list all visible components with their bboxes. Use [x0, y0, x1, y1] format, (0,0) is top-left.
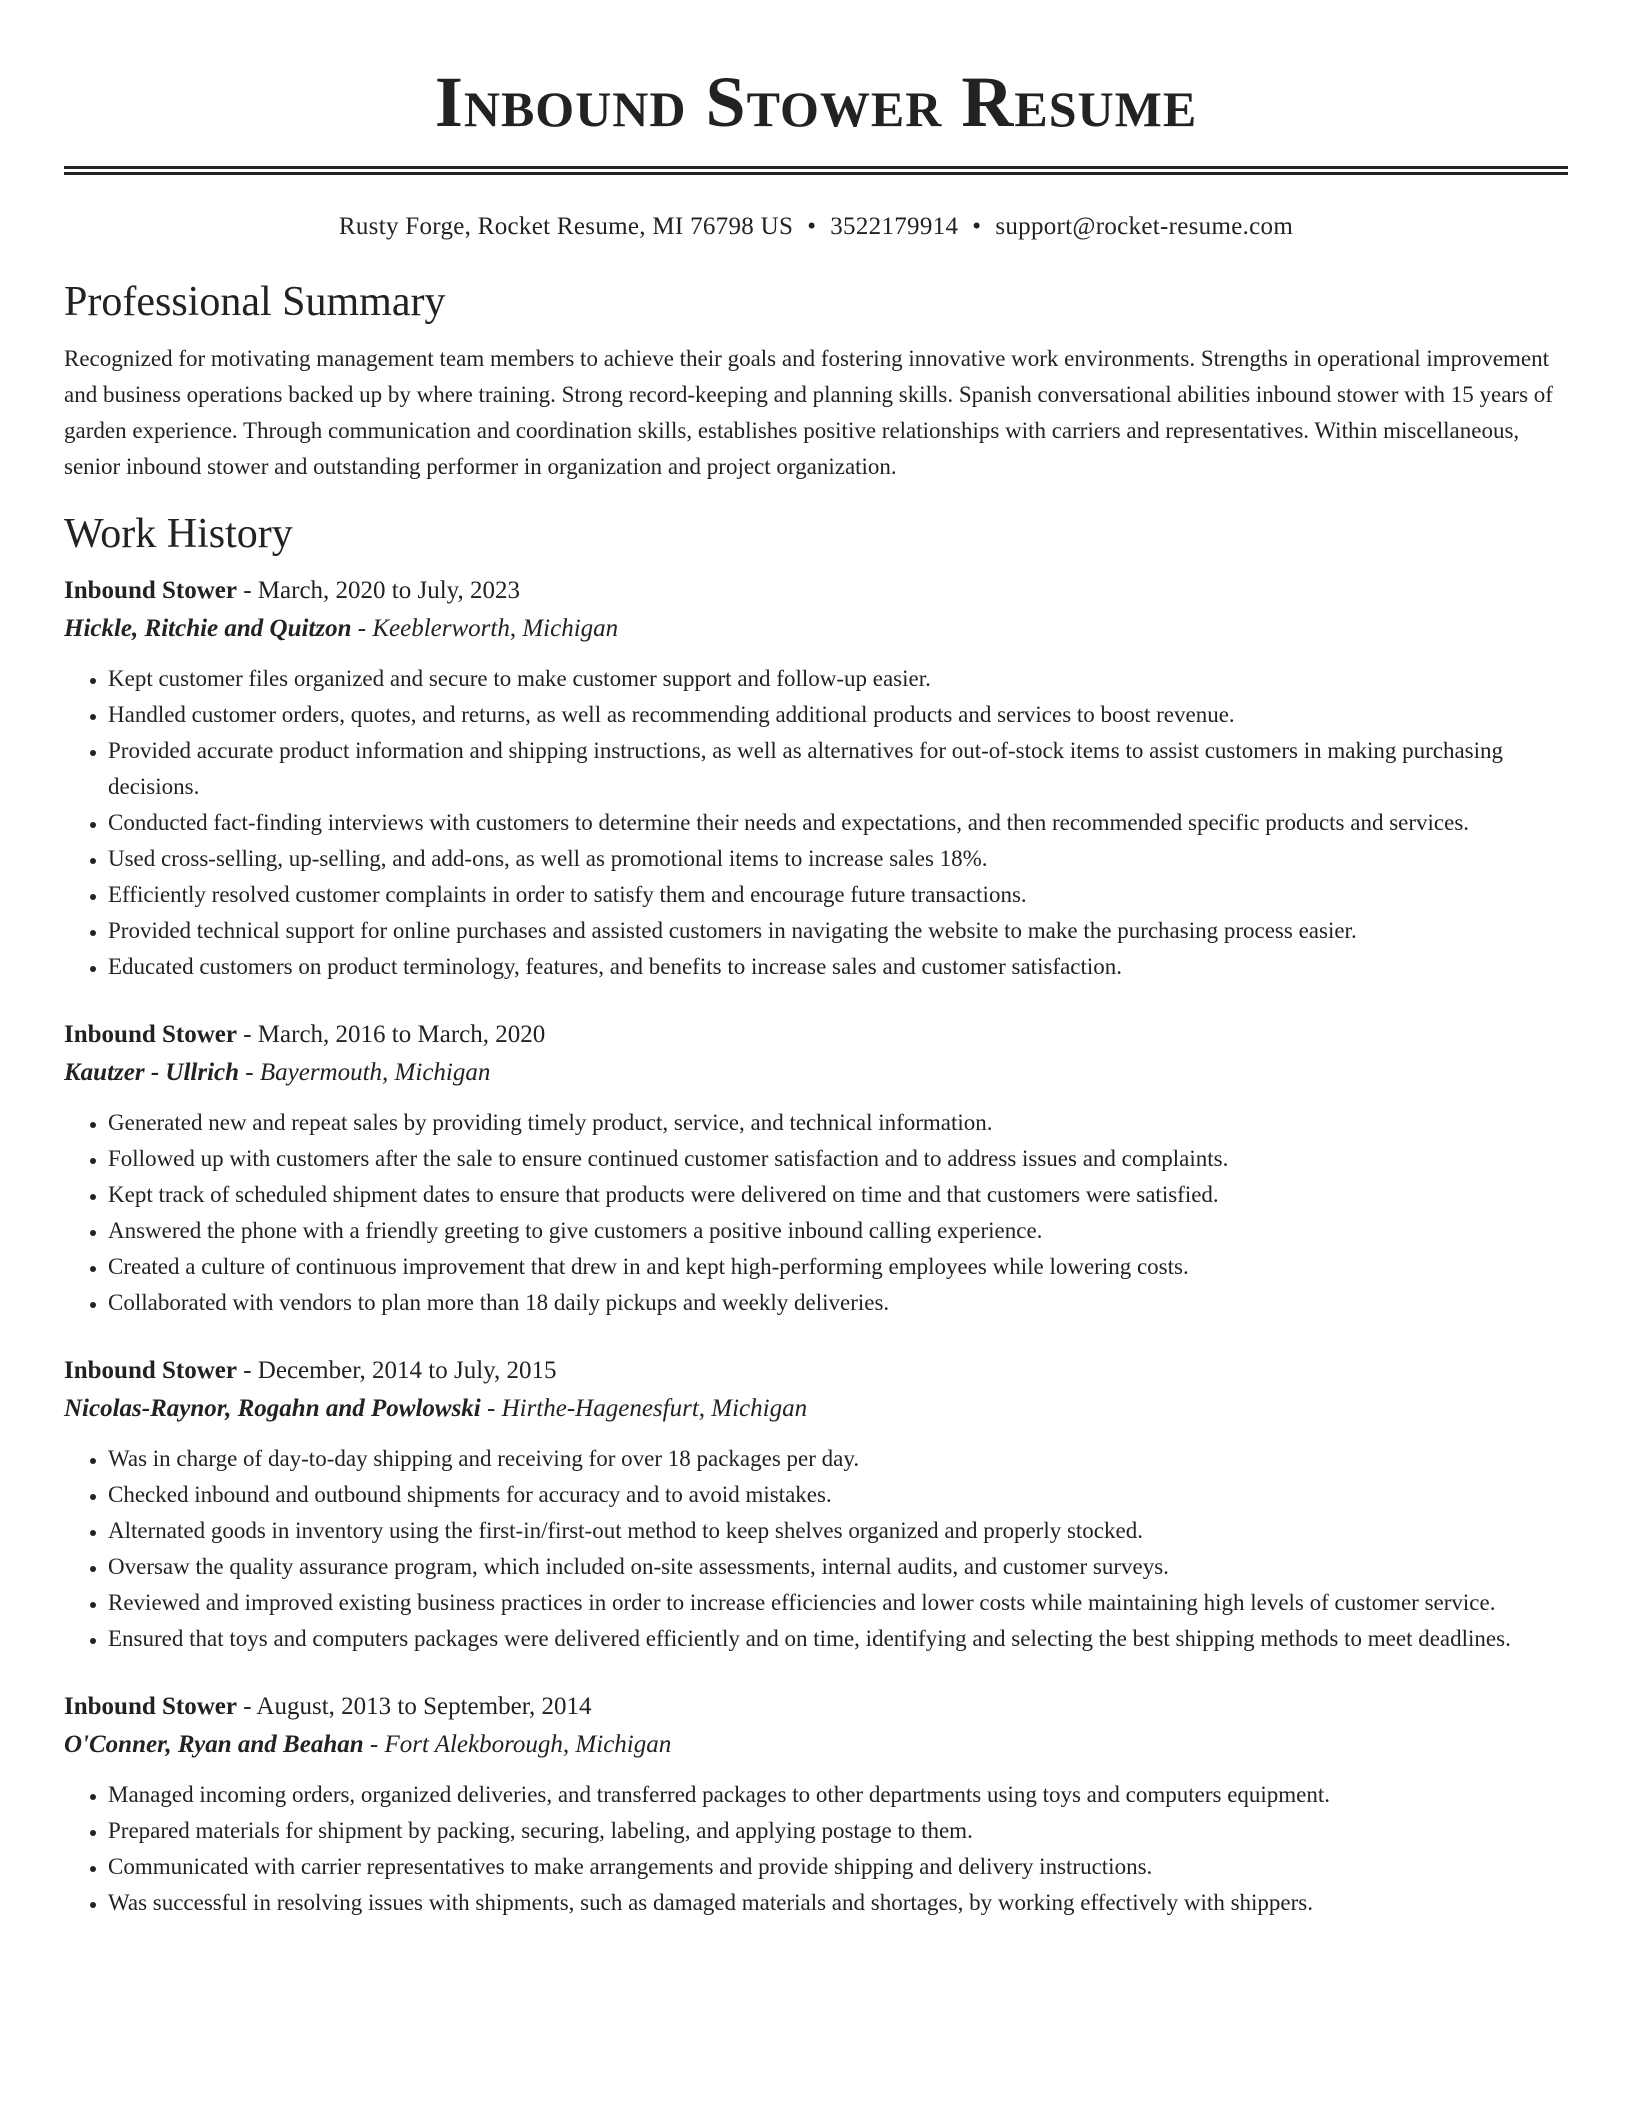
list-item: • Efficiently resolved customer complaints in order to satisfy them and encourage future transactions. [108, 877, 1568, 913]
work-history-heading: Work History [64, 511, 293, 557]
job-company-line [64, 609, 1568, 649]
list-item: • Provided accurate product information and shipping instructions, as well as alternatives for out-of-stock items to assist customers in making purchasing decisions. [108, 733, 1568, 805]
job-company-line [64, 1389, 1568, 1429]
list-item: • Kept customer files organized and secure to make customer support and follow-up easier. [108, 661, 1568, 697]
job-bullets [64, 661, 1568, 985]
list-item: • Reviewed and improved existing business practices in order to increase efficiencies and lower costs while maintaining high levels of customer service. [108, 1585, 1568, 1621]
list-item: • Managed incoming orders, organized deliveries, and transferred packages to other departments using toys and computers equipment. [108, 1777, 1568, 1813]
summary-heading: Professional Summary [64, 279, 446, 325]
list-item: • Prepared materials for shipment by packing, securing, labeling, and applying postage to them. [108, 1813, 1568, 1849]
list-item: • Was in charge of day-to-day shipping and receiving for over 18 packages per day. [108, 1441, 1568, 1477]
contact-phone: 3522179914 [830, 213, 959, 240]
job-dates: - December, 2014 to July, 2015 [236, 1357, 557, 1384]
summary-text: Recognized for motivating management team members to achieve their goals and fostering innovative work environments. Strengths in operational improvement and business operations backed up by where training. Strong record-keeping and planning skills. Spanish conversational abilities inbound stower with 15 years of garden experience. Through communication and coordination skills, establishes positive relationships with carriers and representatives. Within miscellaneous, senior inbound stower and outstanding performer in organization and project organization. [64, 346, 1553, 479]
list-item: • Was successful in resolving issues with shipments, such as damaged materials and shortages, by working effectively with shippers. [108, 1885, 1568, 1921]
job-title-line [64, 573, 1568, 609]
contact-line [64, 211, 1568, 243]
job-role: Inbound Stower [64, 1357, 237, 1384]
list-item: • Alternated goods in inventory using the first-in/first-out method to keep shelves organized and properly stocked. [108, 1513, 1568, 1549]
list-item: • Collaborated with vendors to plan more than 18 daily pickups and weekly deliveries. [108, 1285, 1568, 1321]
list-item: • Ensured that toys and computers packages were delivered efficiently and on time, identifying and selecting the best shipping methods to meet deadlines. [108, 1621, 1568, 1657]
job-company: Hickle, Ritchie and Quitzon [64, 615, 352, 642]
job-location: - Hirthe-Hagenesfurt, Michigan [480, 1395, 808, 1422]
job-entry [64, 1353, 1568, 1657]
job-company-line [64, 1053, 1568, 1093]
job-company: O'Conner, Ryan and Beahan [64, 1731, 364, 1758]
contact-separator: • [807, 213, 817, 240]
list-item: • Educated customers on product terminology, features, and benefits to increase sales and customer satisfaction. [108, 949, 1568, 985]
list-item: • Provided technical support for online purchases and assisted customers in navigating the website to make the purchasing process easier. [108, 913, 1568, 949]
job-company: Nicolas-Raynor, Rogahn and Powlowski [64, 1395, 481, 1422]
job-dates: - August, 2013 to September, 2014 [236, 1693, 592, 1720]
job-location: - Bayermouth, Michigan [239, 1059, 491, 1086]
list-item: • Generated new and repeat sales by providing timely product, service, and technical information. [108, 1105, 1568, 1141]
job-location: - Keeblerworth, Michigan [351, 615, 619, 642]
job-dates: - March, 2016 to March, 2020 [236, 1021, 546, 1048]
list-item: • Followed up with customers after the sale to ensure continued customer satisfaction and to address issues and complaints. [108, 1141, 1568, 1177]
list-item: • Used cross-selling, up-selling, and add-ons, as well as promotional items to increase sales 18%. [108, 841, 1568, 877]
resume-title: Inbound Stower Resume [434, 62, 1198, 142]
list-item: • Handled customer orders, quotes, and returns, as well as recommending additional products and services to boost revenue. [108, 697, 1568, 733]
job-bullets [64, 1777, 1568, 1921]
list-item: • Conducted fact-finding interviews with customers to determine their needs and expectations, and then recommended specific products and services. [108, 805, 1568, 841]
list-item: • Communicated with carrier representatives to make arrangements and provide shipping and delivery instructions. [108, 1849, 1568, 1885]
job-company: Kautzer - Ullrich [64, 1059, 240, 1086]
contact-address: Rusty Forge, Rocket Resume, MI 76798 US [338, 213, 794, 240]
job-role: Inbound Stower [64, 1021, 237, 1048]
list-item: • Answered the phone with a friendly greeting to give customers a positive inbound calling experience. [108, 1213, 1568, 1249]
list-item: • Checked inbound and outbound shipments for accuracy and to avoid mistakes. [108, 1477, 1568, 1513]
job-entry [64, 573, 1568, 985]
list-item: • Kept track of scheduled shipment dates to ensure that products were delivered on time and that customers were satisfied. [108, 1177, 1568, 1213]
job-title-line [64, 1353, 1568, 1389]
job-entry [64, 1689, 1568, 1921]
job-bullets [64, 1441, 1568, 1657]
list-item: • Oversaw the quality assurance program, which included on-site assessments, internal audits, and customer surveys. [108, 1549, 1568, 1585]
contact-separator: • [972, 213, 982, 240]
title-divider [64, 166, 1568, 175]
job-role: Inbound Stower [64, 1693, 237, 1720]
job-dates: - March, 2020 to July, 2023 [236, 577, 521, 604]
job-company-line [64, 1725, 1568, 1765]
job-role: Inbound Stower [64, 577, 237, 604]
job-title-line [64, 1689, 1568, 1725]
contact-email: support@rocket-resume.com [995, 213, 1294, 240]
list-item: • Created a culture of continuous improvement that drew in and kept high-performing employees while lowering costs. [108, 1249, 1568, 1285]
job-entry [64, 1017, 1568, 1321]
job-bullets [64, 1105, 1568, 1321]
job-location: - Fort Alekborough, Michigan [363, 1731, 672, 1758]
job-title-line [64, 1017, 1568, 1053]
